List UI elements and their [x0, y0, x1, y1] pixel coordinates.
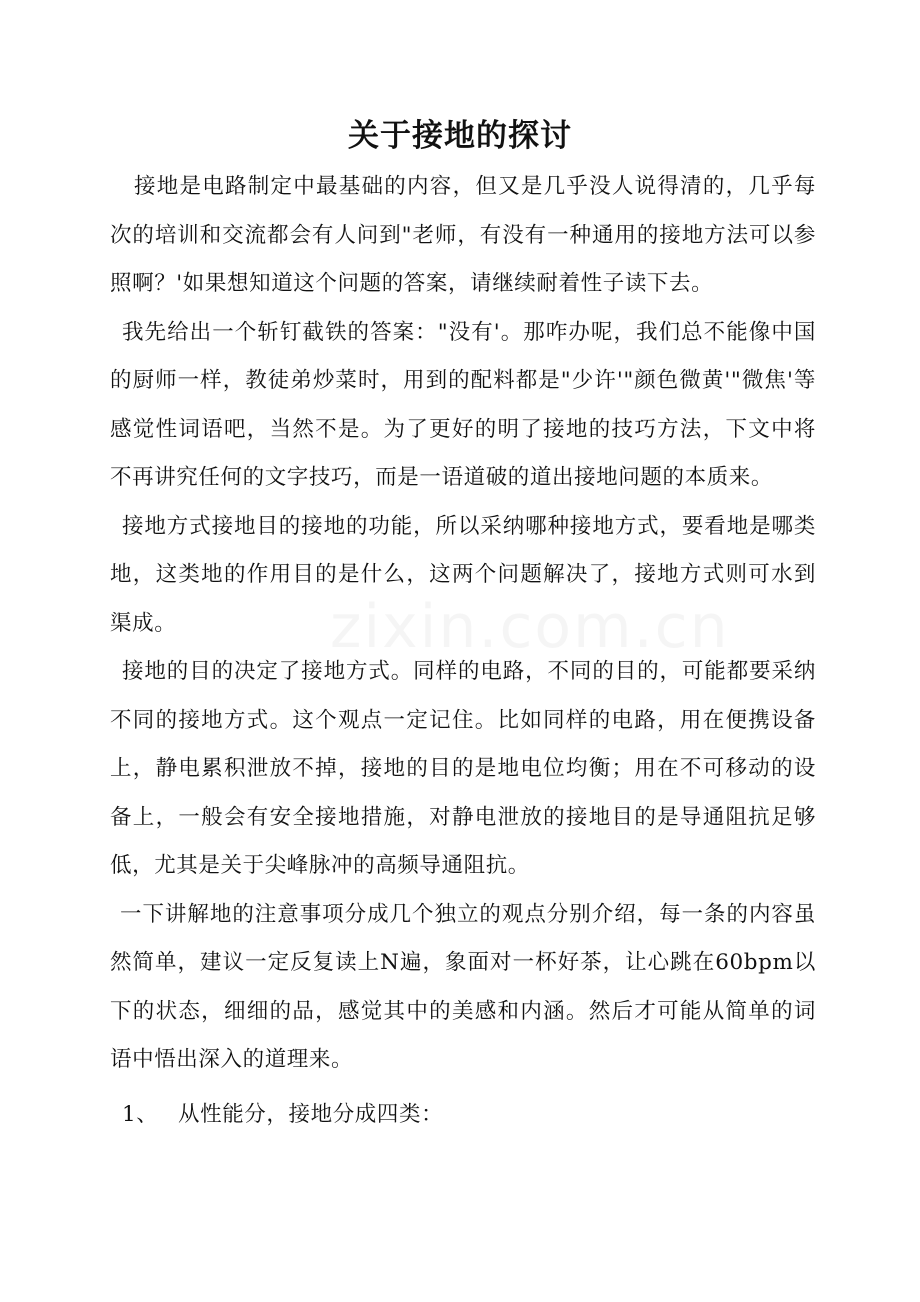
document-title: 关于接地的探讨: [348, 118, 572, 154]
paragraph-1: 接地是电路制定中最基础的内容，但又是几乎没人说得清的，几乎每次的培训和交流都会有人问到"老师，有没有一种通用的接地方法可以参照啊？'如果想知道这个问题的答案，请继续耐着性子读下去。: [110, 174, 816, 296]
document-body: [110, 163, 816, 1139]
paragraph-5: 一下讲解地的注意事项分成几个独立的观点分别介绍，每一条的内容虽然简单，建议一定反复读上N遍，象面对一杯好茶，让心跳在60bpm以下的状态，细细的品，感觉其中的美感和内涵。然后才可能从简单的词语中悟出深入的道理来。: [110, 901, 816, 1072]
list-item-number: 1、: [122, 1101, 159, 1127]
paragraph-4: 接地的目的决定了接地方式。同样的电路，不同的目的，可能都要采纳不同的接地方式。这个观点一定记住。比如同样的电路，用在便携设备上，静电累积泄放不掉，接地的目的是地电位均衡；用在不可移动的设备上，一般会有安全接地措施，对静电泄放的接地目的是导通阻抗足够低，尤其是关于尖峰脉冲的高频导通阻抗。: [110, 659, 816, 878]
list-item-text: 从性能分，接地分成四类：: [178, 1101, 444, 1127]
watermark: zixin.com.cn: [330, 592, 730, 662]
list-item-1: [110, 1091, 816, 1140]
paragraph-2: 我先给出一个斩钉截铁的答案："没有'。那咋办呢，我们总不能像中国的厨师一样，教徒弟炒菜时，用到的配料都是"少许'"颜色微黄'"微焦'等感觉性词语吧，当然不是。为了更好的明了接地的技巧方法，下文中将不再讲究任何的文字技巧，而是一语道破的道出接地问题的本质来。: [110, 319, 816, 490]
paragraph-3: 接地方式接地目的接地的功能，所以采纳哪种接地方式，要看地是哪类地，这类地的作用目的是什么，这两个问题解决了，接地方式则可水到渠成。: [110, 513, 816, 636]
